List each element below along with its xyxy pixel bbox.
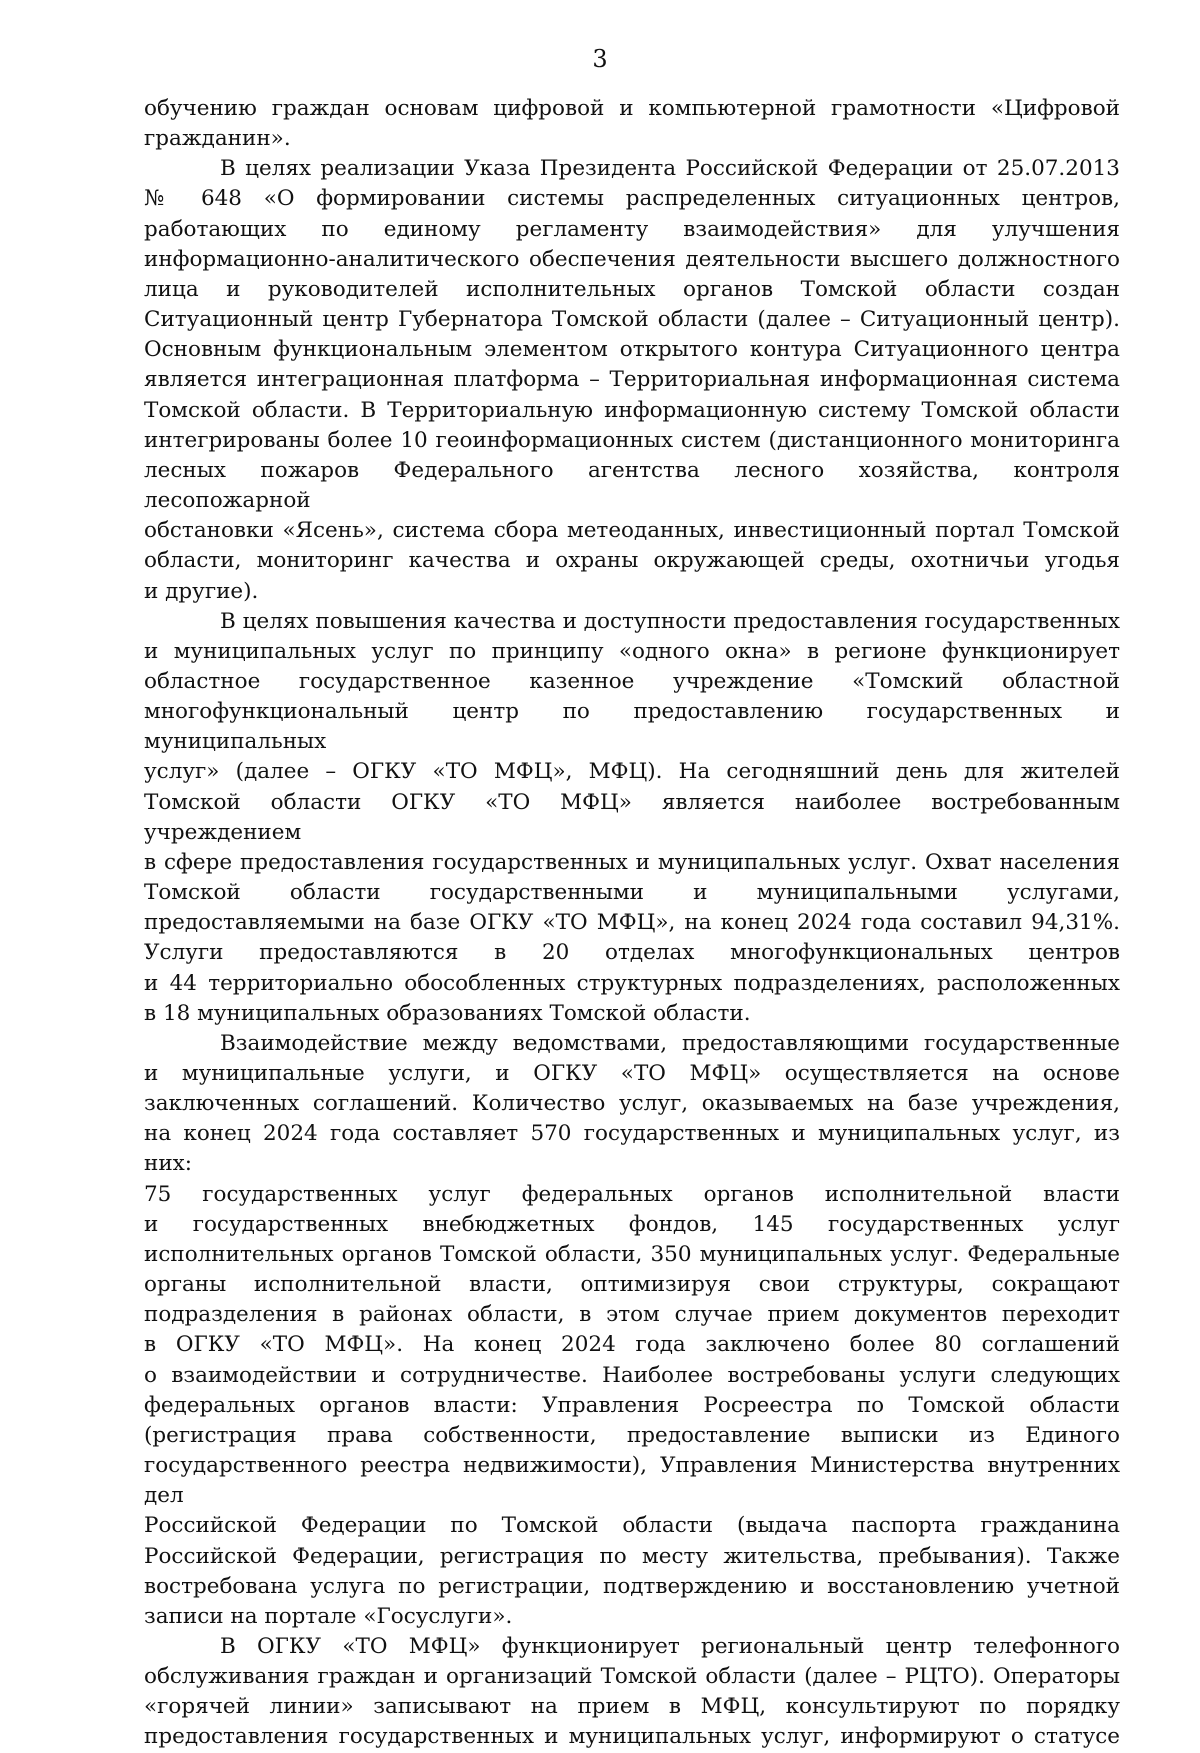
paragraph-line: и муниципальные услуги, и ОГКУ «ТО МФЦ» осуществляется на основе [144,1061,1120,1086]
paragraph-line: обслуживания граждан и организаций Томской области (далее – РЦТО). Операторы [144,1664,1120,1690]
paragraph-line: подразделения в районах области, в этом случае прием документов переходит [144,1302,1120,1328]
paragraph-line: услуг» (далее – ОГКУ «ТО МФЦ», МФЦ). На сегодняшний день для жителей [144,759,1120,785]
paragraph-line: «горячей линии» записывают на прием в МФЦ, консультируют по порядку [144,1694,1120,1720]
paragraph-line: работающих по единому регламенту взаимодействия» для улучшения [144,216,1120,242]
paragraph-line: обстановки «Ясень», система сбора метеоданных, инвестиционный портал Томской [144,518,1120,544]
paragraph-line: № 648 «О формировании системы распределенных ситуационных центров, [144,186,1120,212]
paragraph-line: Томской области ОГКУ «ТО МФЦ» является наиболее востребованным учреждением [144,789,1120,845]
paragraph-line: Российской Федерации по Томской области (выдача паспорта гражданина [144,1513,1120,1539]
paragraph-line: востребована услуга по регистрации, подтверждению и восстановлению учетной [144,1573,1120,1599]
paragraph-line: Ситуационный центр Губернатора Томской области (далее – Ситуационный центр). [144,307,1120,333]
paragraph-line: органы исполнительной власти, оптимизируя свои структуры, сокращают [144,1272,1120,1298]
paragraph-line: записи на портале «Госуслуги». [144,1603,513,1629]
paragraph-line: областное государственное казенное учреждение «Томский областной [144,668,1120,694]
paragraph-line: является интеграционная платформа – Территориальная информационная система [144,367,1120,393]
paragraph-line: лесных пожаров Федерального агентства лесного хозяйства, контроля лесопожарной [144,457,1120,514]
paragraph-line: и муниципальных услуг по принципу «одного окна» в регионе функционирует [144,638,1120,664]
paragraph-line: в ОГКУ «ТО МФЦ». На конец 2024 года заключено более 80 соглашений [144,1332,1120,1358]
paragraph-line: гражданин». [144,126,291,152]
paragraph-line: о взаимодействии и сотрудничестве. Наиболее востребованы услуги следующих [144,1362,1120,1388]
paragraph-line: в 18 муниципальных образованиях Томской области. [144,1000,751,1026]
paragraph-line: предоставления государственных и муниципальных услуг, информируют о статусе [144,1724,1120,1750]
paragraph-line: и другие). [144,578,259,604]
page-number: 3 [592,45,608,73]
paragraph-line: в сфере предоставления государственных и муниципальных услуг. Охват населения [144,849,1120,875]
paragraph-line: информационно-аналитического обеспечения деятельности высшего должностного [144,246,1120,272]
paragraph-line: Российской Федерации, регистрация по месту жительства, пребывания). Также [144,1543,1120,1569]
paragraph-line: обучению граждан основам цифровой и компьютерной грамотности «Цифровой [144,96,1120,121]
paragraph-line: лица и руководителей исполнительных органов Томской области создан [144,276,1120,302]
paragraph-line: В ОГКУ «ТО МФЦ» функционирует региональный центр телефонного [220,1633,1120,1659]
paragraph-line: В целях повышения качества и доступности предоставления государственных [220,608,1120,634]
paragraph-line: исполнительных органов Томской области, 350 муниципальных услуг. Федеральные [144,1241,1120,1267]
paragraph-line: предоставляемыми на базе ОГКУ «ТО МФЦ», на конец 2024 года составил 94,31%. [144,910,1120,936]
paragraph-line: и государственных внебюджетных фондов, 145 государственных услуг [144,1211,1120,1237]
paragraph-line: государственного реестра недвижимости), Управления Министерства внутренних дел [144,1453,1120,1509]
paragraph-line: интегрированы более 10 геоинформационных систем (дистанционного мониторинга [144,427,1120,453]
paragraph-line: Основным функциональным элементом открытого контура Ситуационного центра [144,337,1120,363]
paragraph-line: федеральных органов власти: Управления Росреестра по Томской области [144,1392,1120,1418]
paragraph-line: В целях реализации Указа Президента Российской Федерации от 25.07.2013 [220,156,1120,182]
paragraph-line: области, мониторинг качества и охраны окружающей среды, охотничьи угодья [144,548,1120,574]
paragraph-line: заключенных соглашений. Количество услуг, оказываемых на базе учреждения, [144,1091,1120,1117]
paragraph-line: Взаимодействие между ведомствами, предоставляющими государственные [220,1030,1120,1056]
paragraph-line: и 44 территориально обособленных структурных подразделениях, расположенных [144,970,1120,996]
paragraph-line: 75 государственных услуг федеральных органов исполнительной власти [144,1181,1120,1207]
paragraph-line: (регистрация права собственности, предоставление выписки из Единого [144,1422,1120,1448]
paragraph-line: Услуги предоставляются в 20 отделах многофункциональных центров [144,940,1120,966]
paragraph-line: многофункциональный центр по предоставлению государственных и муниципальных [144,699,1120,755]
paragraph-line: Томской области государственными и муниципальными услугами, [144,880,1120,906]
paragraph-line: на конец 2024 года составляет 570 государственных и муниципальных услуг, из них: [144,1121,1120,1177]
document-body [144,94,1120,1753]
paragraph-line: Томской области. В Территориальную информационную систему Томской области [144,397,1120,423]
